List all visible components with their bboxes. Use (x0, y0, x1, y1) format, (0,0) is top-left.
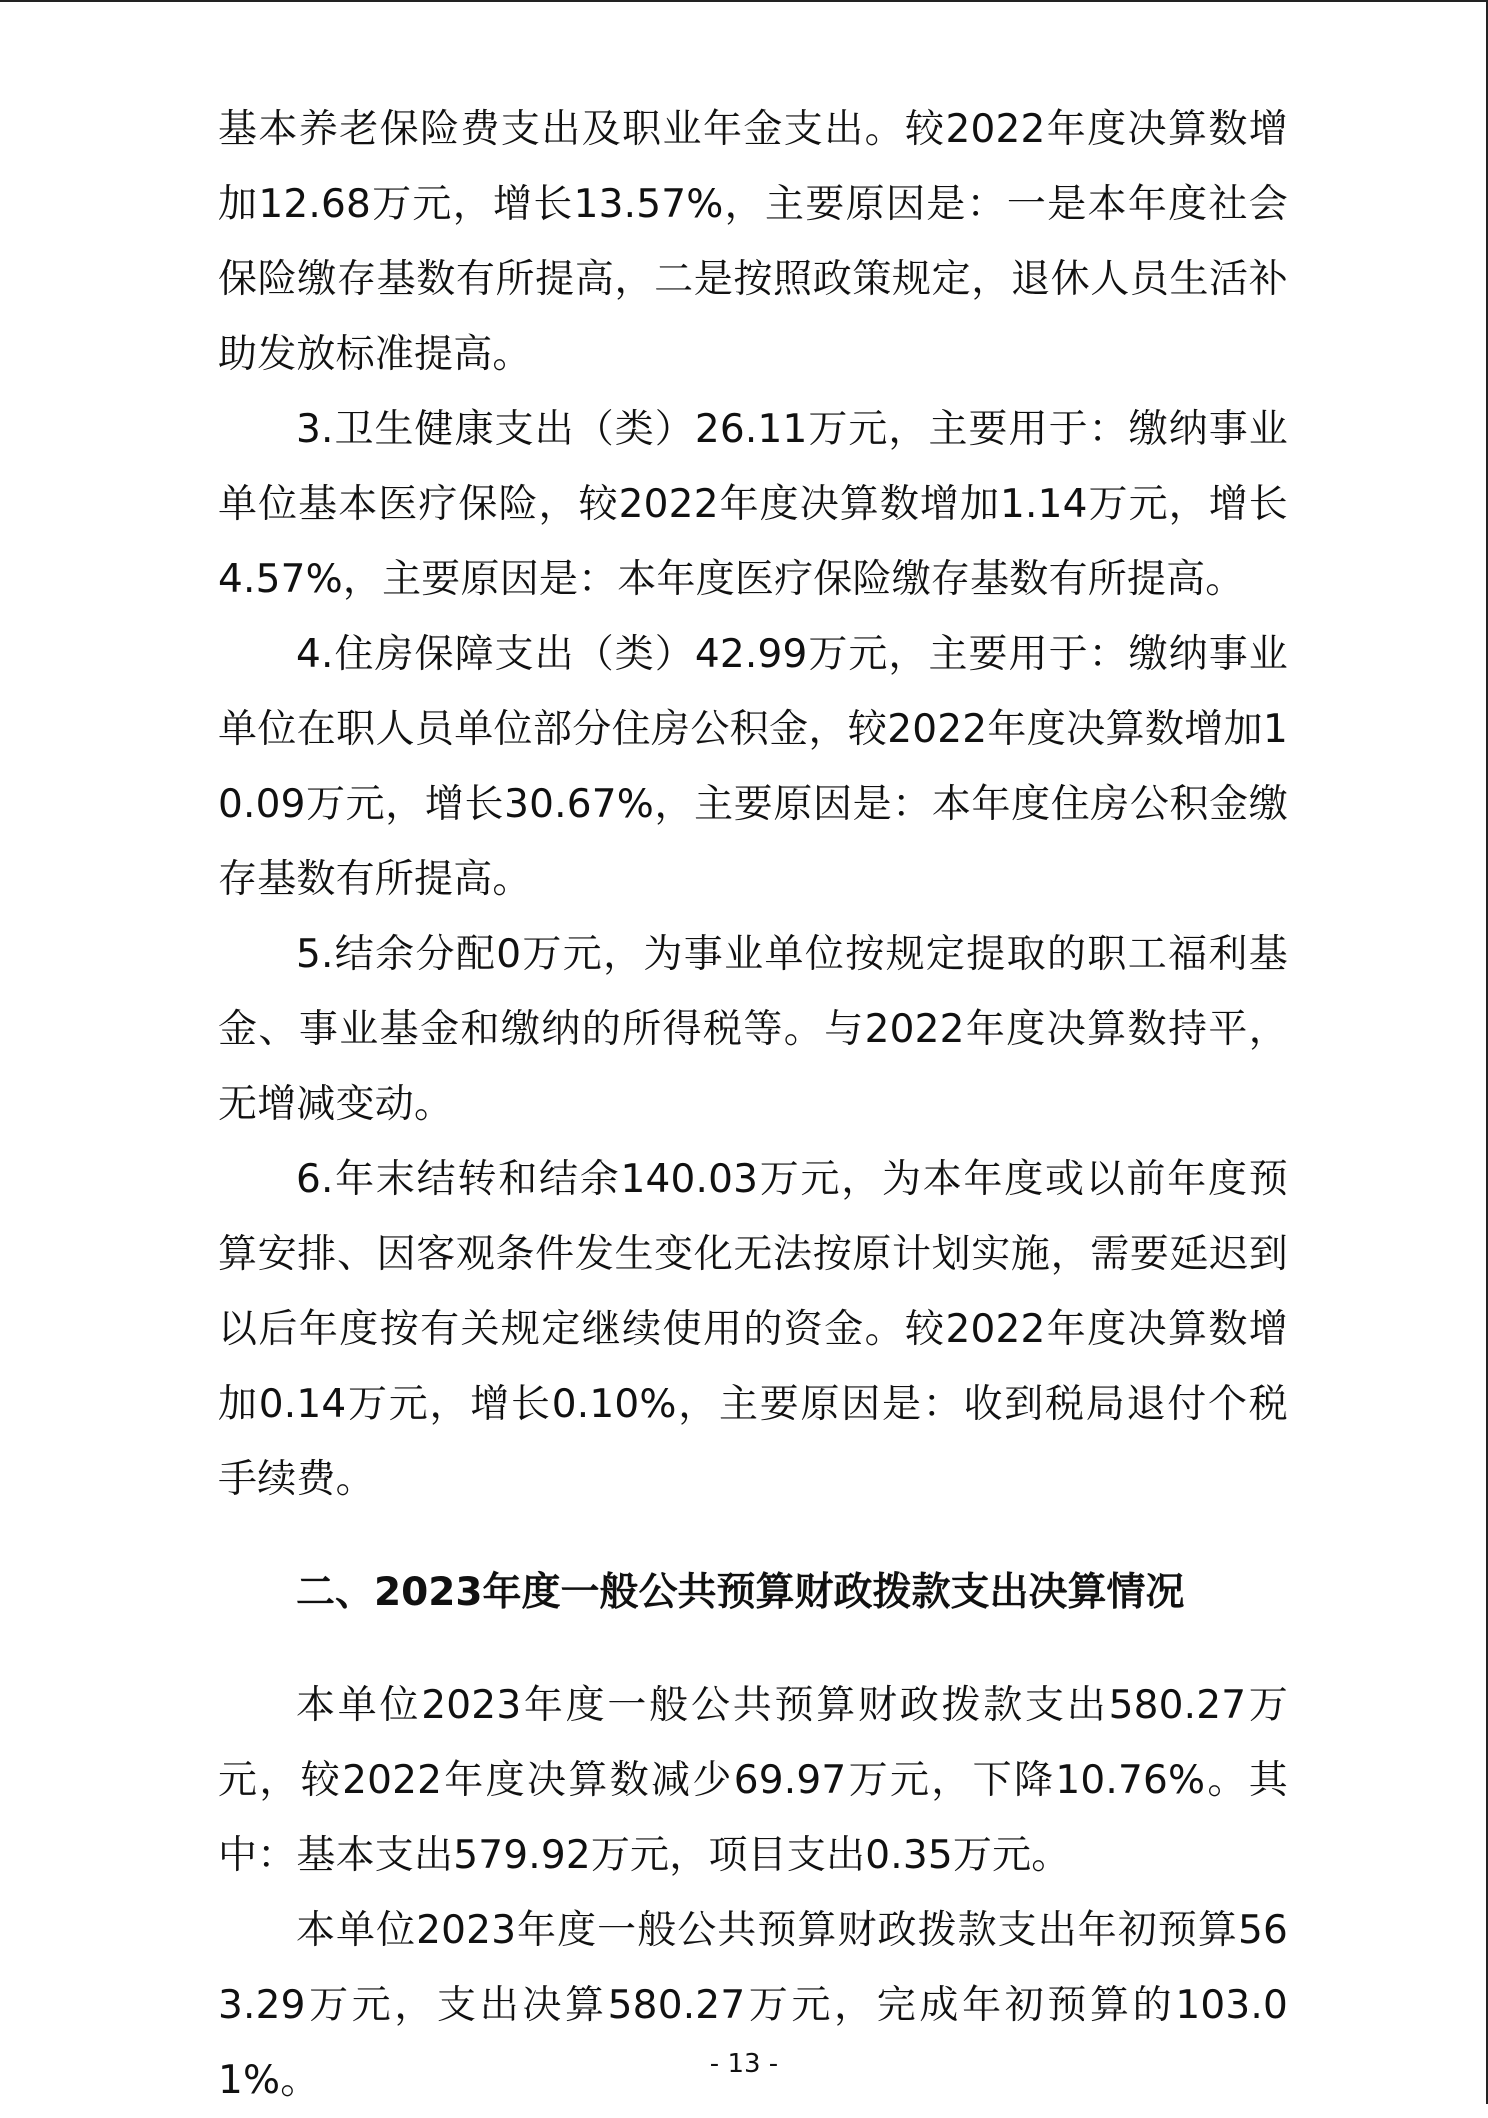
document-body (218, 92, 1288, 2118)
page-border-top (0, 0, 1488, 2)
paragraph-pension-expenditure: 基本养老保险费支出及职业年金支出。较2022年度决算数增加12.68万元，增长13.57%，主要原因是：一是本年度社会保险缴存基数有所提高，二是按照政策规定，退休人员生活补助发放标准提高。 (218, 107, 1288, 377)
paragraph-housing-expenditure: 4.住房保障支出（类）42.99万元，主要用于：缴纳事业单位在职人员单位部分住房公积金，较2022年度决算数增加10.09万元，增长30.67%，主要原因是：本年度住房公积金缴存基数有所提高。 (218, 632, 1288, 902)
paragraph-general-budget-expenditure: 本单位2023年度一般公共预算财政拨款支出580.27万元，较2022年度决算数减少69.97万元，下降10.76%。其中：基本支出579.92万元，项目支出0.35万元。 (218, 1683, 1288, 1878)
section-heading: 二、2023年度一般公共预算财政拨款支出决算情况 (296, 1570, 1185, 1615)
paragraph-health-expenditure: 3.卫生健康支出（类）26.11万元，主要用于：缴纳事业单位基本医疗保险，较2022年度决算数增加1.14万元，增长4.57%，主要原因是：本年度医疗保险缴存基数有所提高。 (218, 407, 1288, 602)
paragraph-surplus-distribution: 5.结余分配0万元，为事业单位按规定提取的职工福利基金、事业基金和缴纳的所得税等。与2022年度决算数持平，无增减变动。 (218, 932, 1288, 1127)
paragraph-budget-completion: 本单位2023年度一般公共预算财政拨款支出年初预算563.29万元，支出决算580.27万元，完成年初预算的103.01%。 (218, 1908, 1288, 2103)
paragraph-year-end-balance: 6.年末结转和结余140.03万元，为本年度或以前年度预算安排、因客观条件发生变化无法按原计划实施，需要延迟到以后年度按有关规定继续使用的资金。较2022年度决算数增加0.14万元，增长0.10%，主要原因是：收到税局退付个税手续费。 (218, 1157, 1288, 1502)
page-number: - 13 - (709, 2049, 779, 2079)
